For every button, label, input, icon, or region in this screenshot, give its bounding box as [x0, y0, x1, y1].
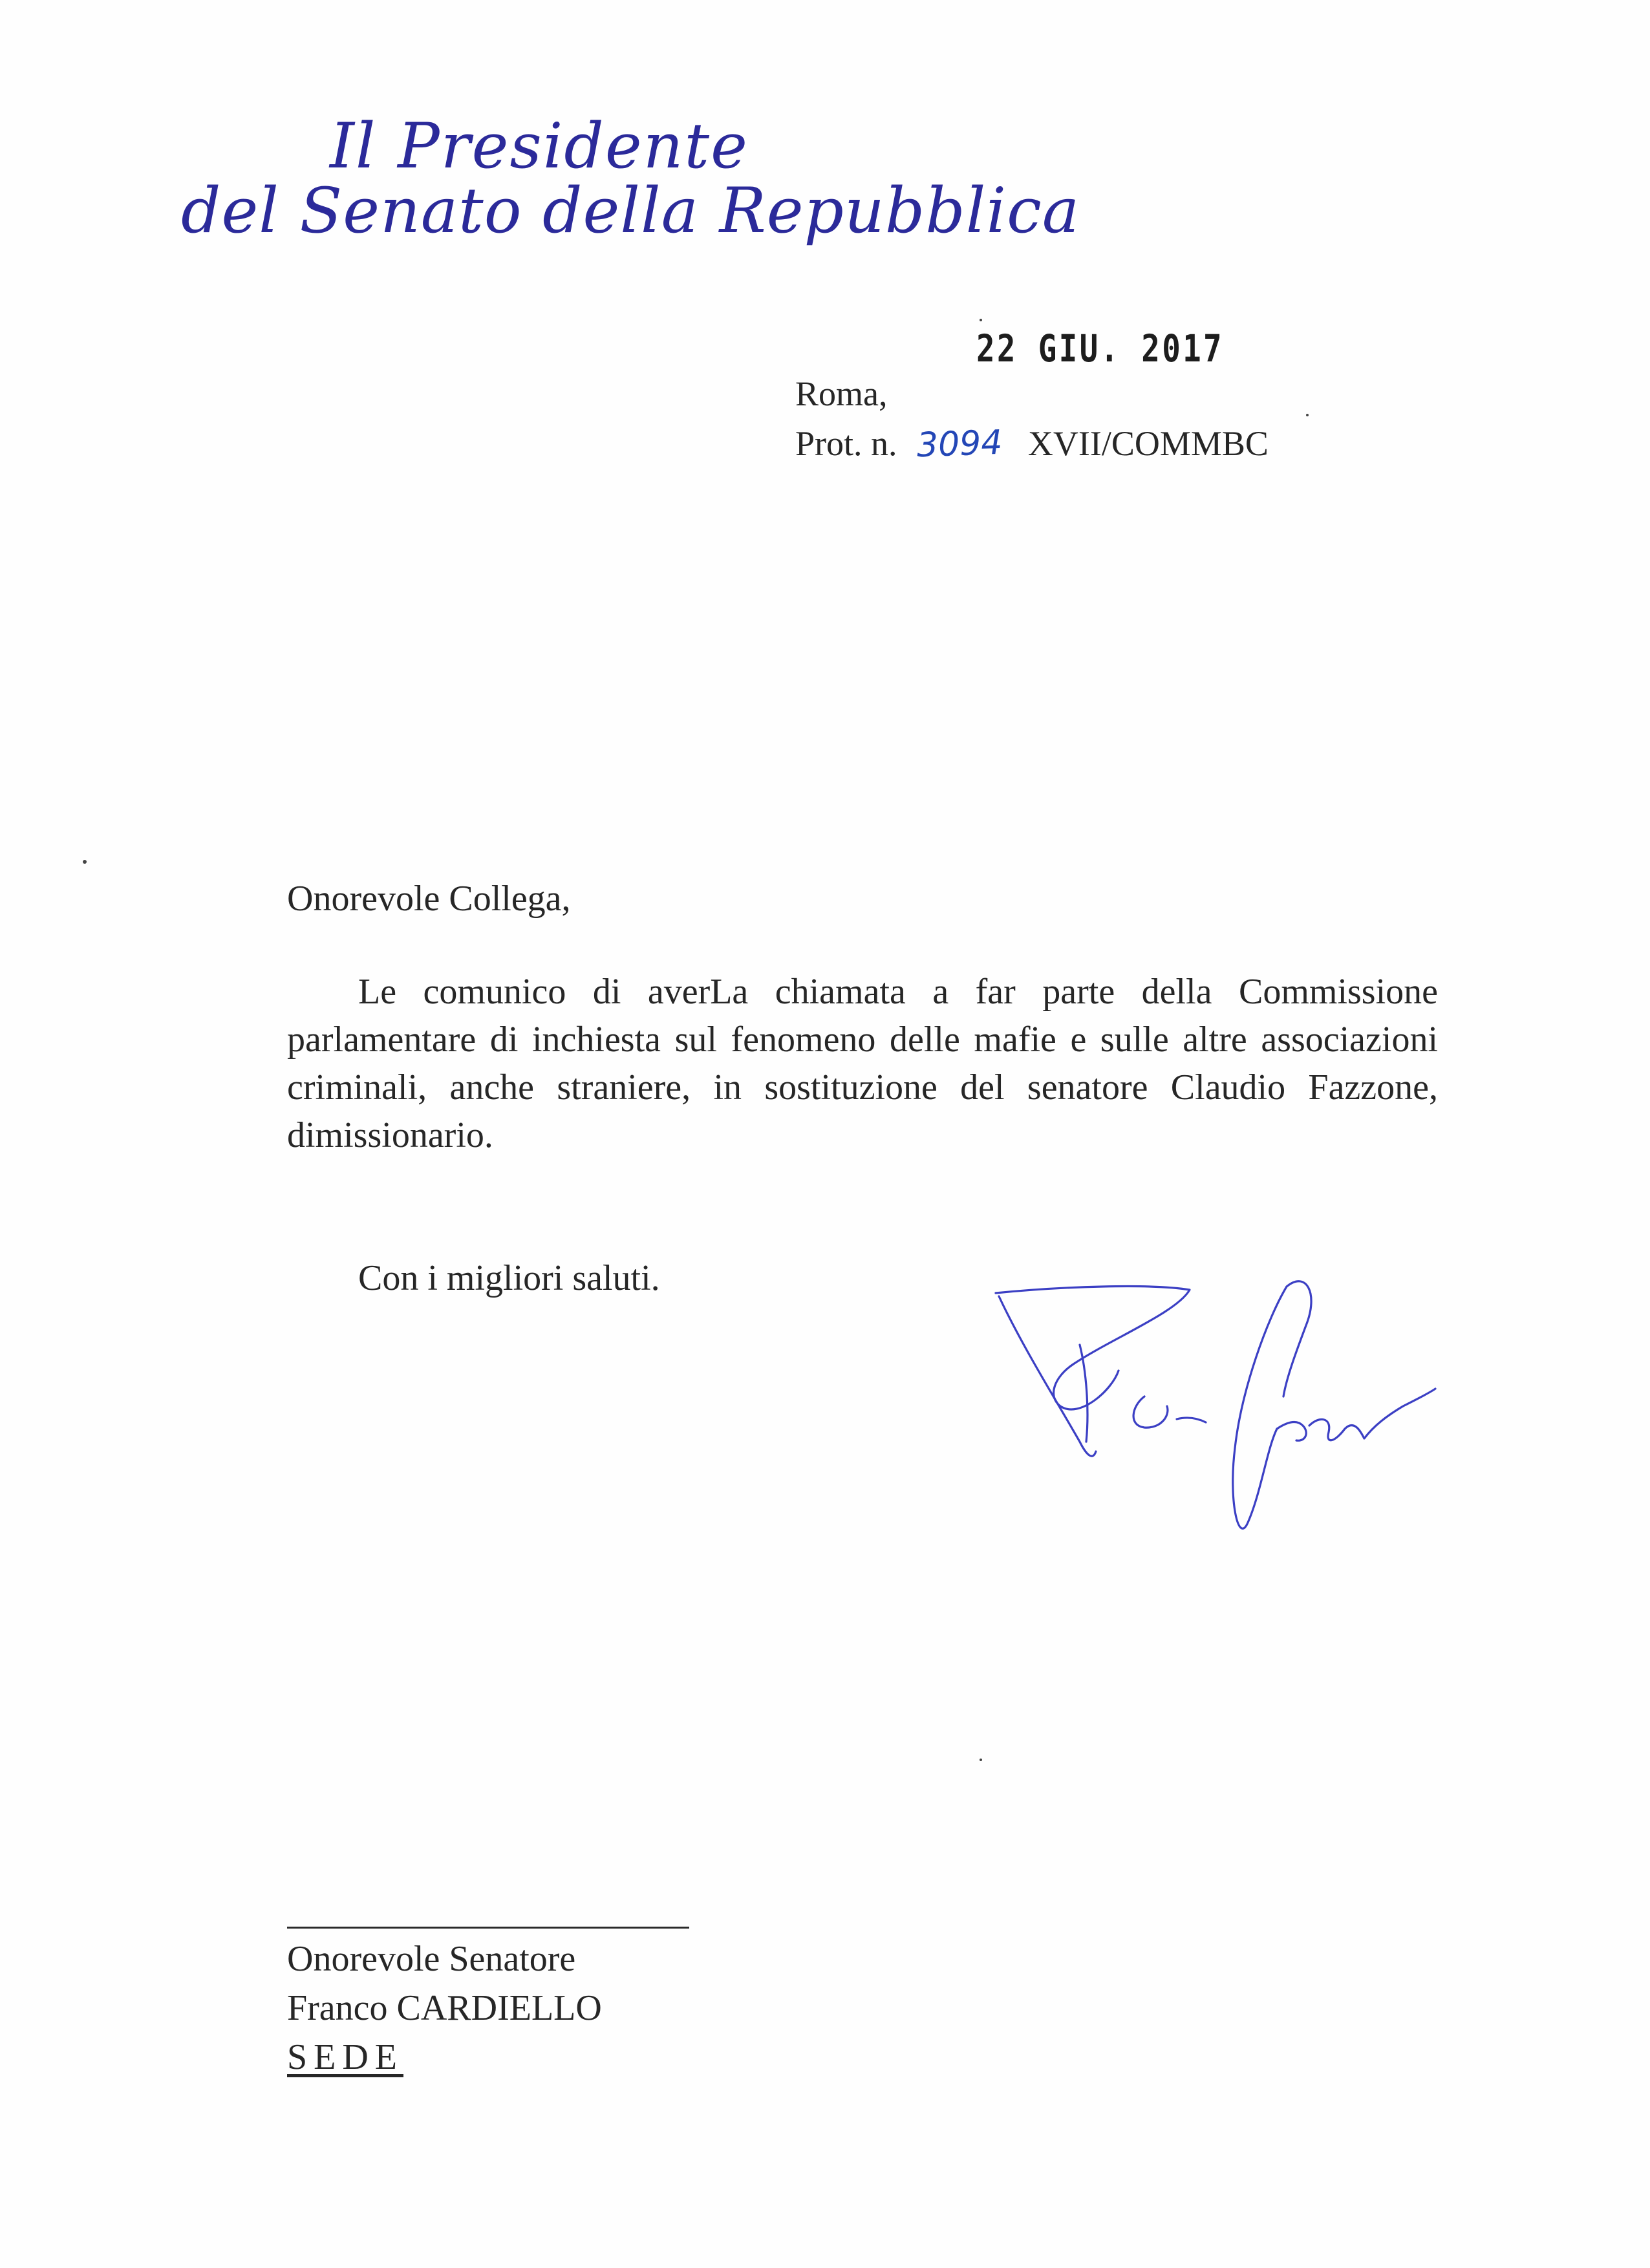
letterhead-title: Il Presidente	[330, 110, 749, 182]
handwritten-signature-icon	[983, 1267, 1448, 1565]
addressee-location: SEDE	[287, 2037, 403, 2077]
letter-body: Le comunico di averLa chiamata a far parte della Commissione parlamentare di inchiesta sul fenomeno delle mafie e sulle altre associazioni criminali, anche straniere, in sostituzione del senatore Claudio Fazzone, dimissionario.	[287, 972, 1438, 1155]
scan-speck	[980, 1759, 982, 1761]
addressee-name: Franco CARDIELLO	[287, 1988, 602, 2028]
place-line: Roma,	[795, 374, 888, 413]
scan-speck	[1306, 414, 1309, 416]
addressee-block	[287, 1934, 602, 2082]
scan-speck	[980, 319, 982, 321]
date-stamp: 22 GIU. 2017	[976, 326, 1224, 370]
protocol-number-handwritten: 3094	[916, 423, 1003, 465]
protocol-label: Prot. n.	[795, 424, 897, 463]
addressee-title: Onorevole Senatore	[287, 1939, 576, 1979]
letterhead-institution: del Senato della Repubblica	[181, 175, 1080, 247]
letterhead	[181, 110, 1080, 278]
protocol-line	[795, 423, 1269, 464]
separator-line	[287, 1927, 689, 1929]
closing-line: Con i migliori saluti.	[358, 1258, 660, 1298]
scan-speck	[83, 860, 87, 864]
protocol-reference: XVII/COMMBC	[1027, 424, 1269, 463]
salutation: Onorevole Collega,	[287, 879, 571, 919]
